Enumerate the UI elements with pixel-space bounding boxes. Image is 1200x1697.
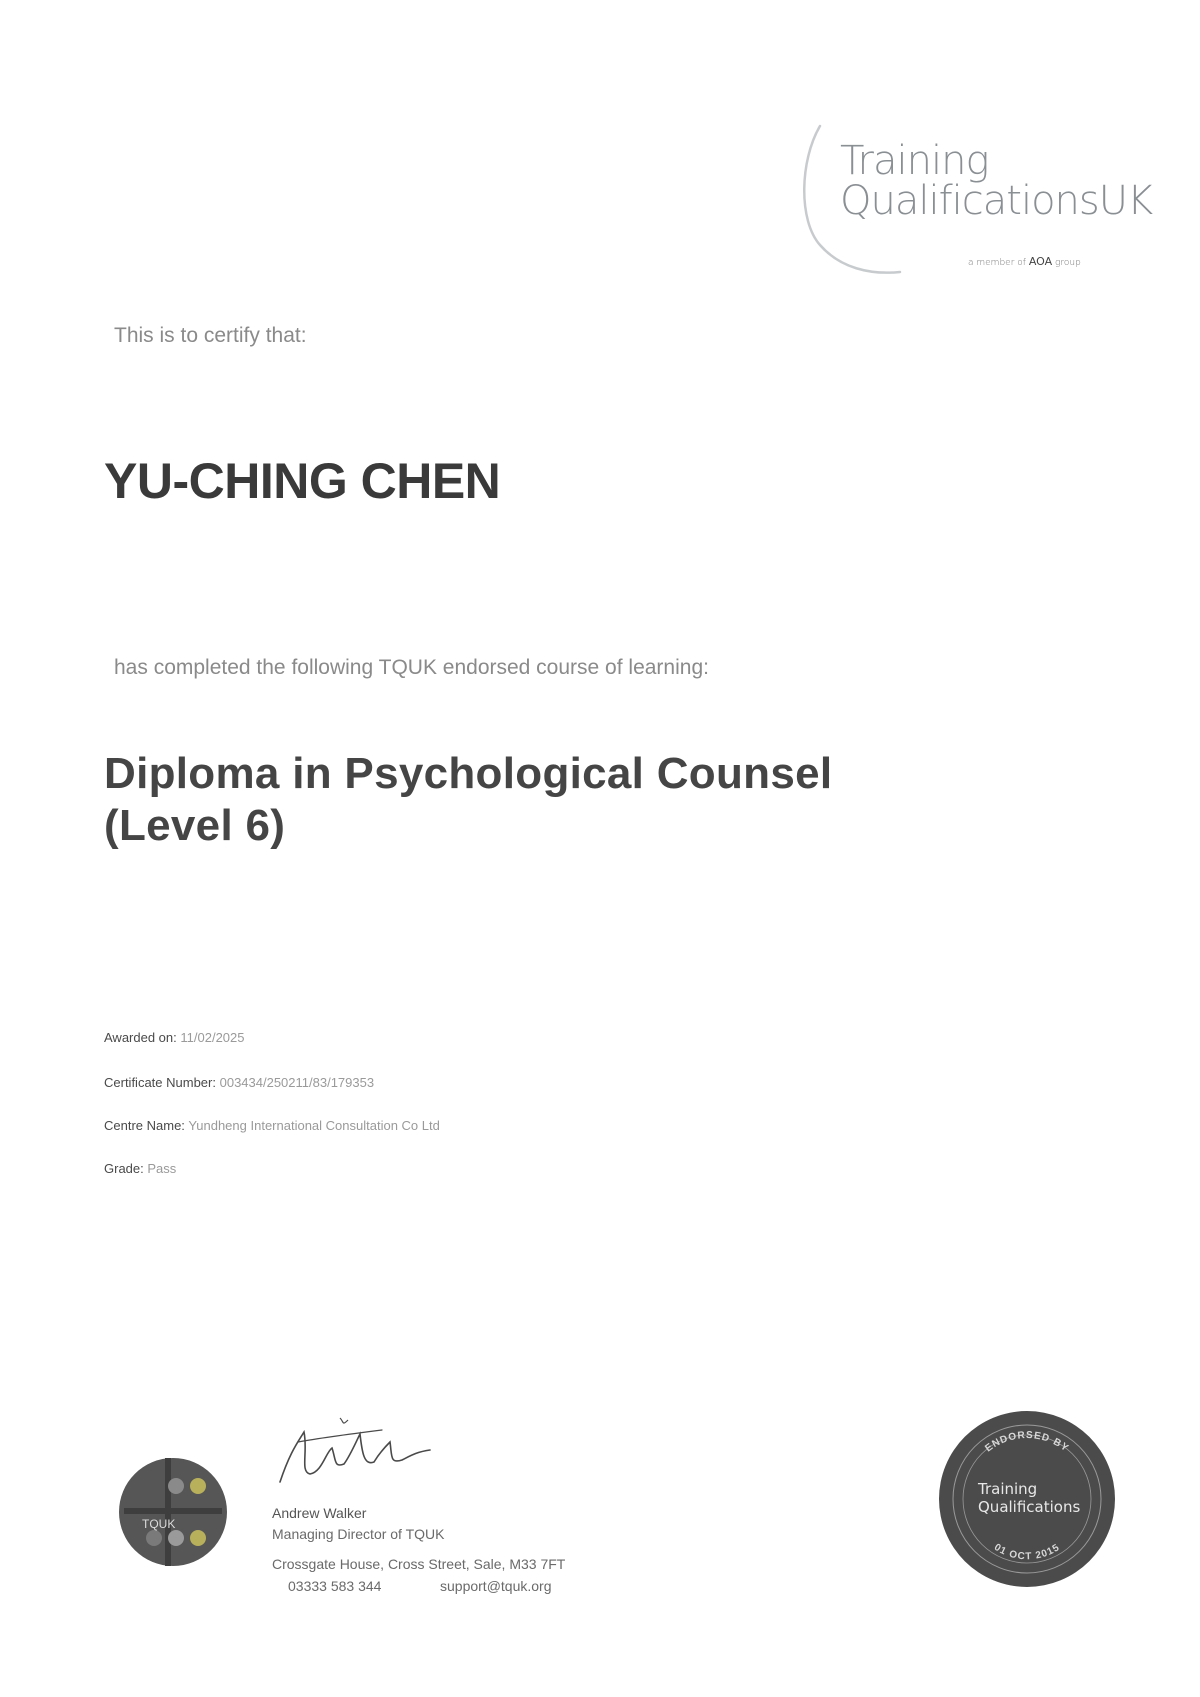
logo-sub-prefix: a member of	[968, 258, 1026, 268]
course-title-line2: (Level 6)	[104, 801, 286, 850]
course-title-line1: Diploma in Psychological Counsel	[104, 749, 833, 798]
certificate-number-label: Certificate Number:	[104, 1075, 216, 1090]
phone-number: 03333 583 344	[288, 1578, 382, 1594]
logo-sub-suffix: group	[1055, 258, 1081, 268]
logo-text-qualifications: QualificationsUK	[840, 178, 1153, 224]
signatory-name: Andrew Walker	[272, 1505, 367, 1521]
centre-name-value: Yundheng International Consultation Co Ltd	[188, 1118, 440, 1133]
grade-value: Pass	[147, 1161, 177, 1176]
certify-intro: This is to certify that:	[114, 324, 307, 347]
certificate-number-value: 003434/250211/83/179353	[219, 1075, 375, 1090]
logo-text-training: Training	[840, 138, 989, 184]
logo-sub-brand: AOA	[1028, 255, 1053, 268]
tquk-logo	[790, 120, 1153, 290]
seal-bottom-text: 01 OCT 2015	[991, 1541, 1063, 1563]
grade-label: Grade:	[104, 1161, 144, 1176]
completion-statement: has completed the following TQUK endorsed course of learning:	[114, 656, 709, 679]
signature-icon	[270, 1412, 440, 1492]
centre-name-row	[104, 1118, 440, 1133]
email-address: support@tquk.org	[440, 1578, 552, 1594]
logo-subtitle	[968, 255, 1081, 268]
endorsement-seal-icon	[936, 1408, 1118, 1590]
recipient-name: YU-CHING CHEN	[104, 453, 501, 509]
centre-name-label: Centre Name:	[104, 1118, 185, 1133]
seal-center-line2: Qualifications	[978, 1498, 1081, 1516]
seal-center-line1: Training	[978, 1480, 1038, 1498]
awarded-value: 11/02/2025	[180, 1030, 245, 1045]
tquk-badge-icon	[118, 1442, 228, 1582]
grade-row	[104, 1161, 176, 1176]
certificate-number-row	[104, 1075, 374, 1090]
signatory-role: Managing Director of TQUK	[272, 1526, 445, 1542]
seal-top-text: ENDORSED BY	[983, 1429, 1071, 1455]
awarded-label: Awarded on:	[104, 1030, 177, 1045]
awarded-row	[104, 1030, 245, 1045]
address: Crossgate House, Cross Street, Sale, M33 7FT	[272, 1556, 566, 1572]
course-title	[104, 748, 832, 852]
badge-text: TQUK	[142, 1517, 176, 1531]
